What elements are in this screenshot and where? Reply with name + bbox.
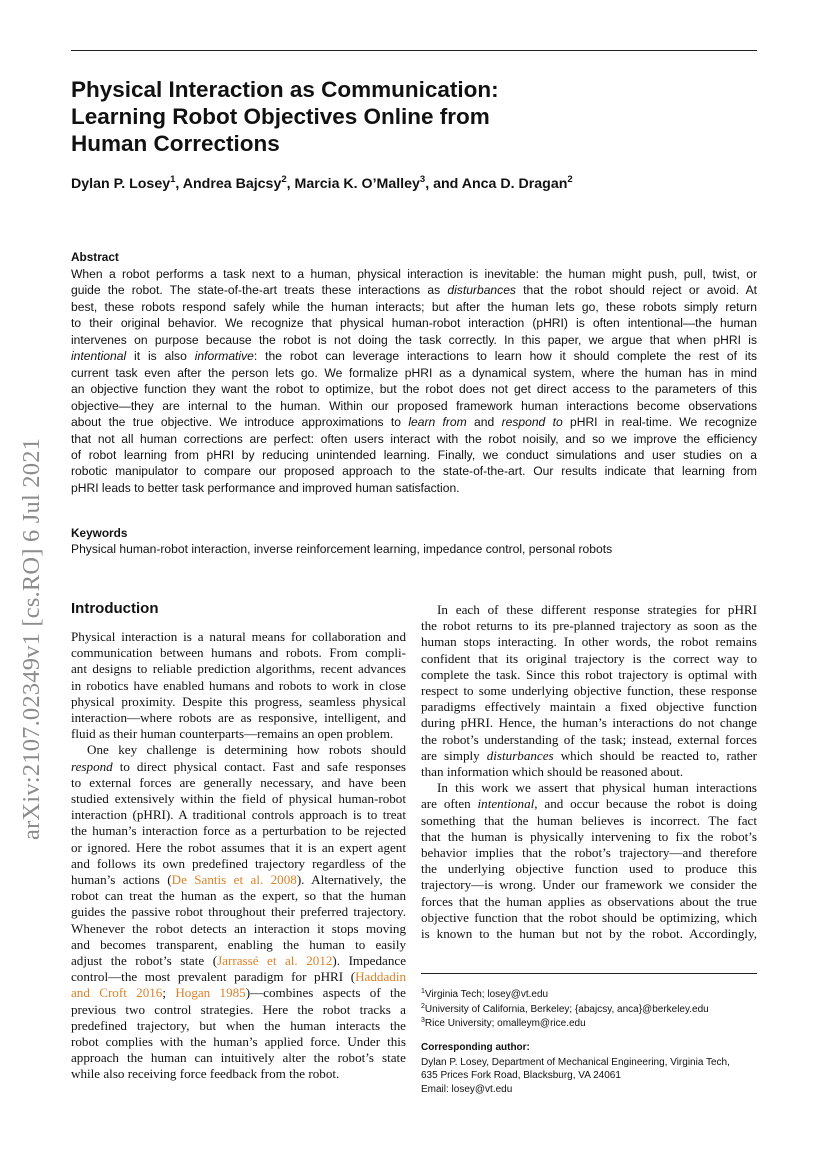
paper-title (71, 76, 671, 157)
body-line: robot complies with the human’s applied force. Under this (71, 1034, 406, 1050)
abstract-line: pHRI leads to better task performance and improved human satisfaction. (71, 480, 460, 495)
citation-link[interactable]: and Croft 2016 (71, 985, 163, 1001)
title-line: Human Corrections (71, 131, 280, 156)
title-line: Physical Interaction as Communication: (71, 77, 499, 102)
abstract-line: intentional it is also informative: the robot can leverage interactions to learn how it should complete the rest of its (71, 349, 757, 364)
keywords-text: Physical human-robot interaction, inverse reinforcement learning, impedance control, personal robots (71, 542, 613, 556)
body-line: to external forces are generally necessary, and have been (71, 774, 406, 790)
body-line: interaction—where robots are as responsive, intelligent, and (71, 710, 406, 726)
body-column-left (71, 629, 406, 1083)
footnote-rule (421, 973, 757, 974)
author-name: Dylan P. Losey (71, 176, 171, 192)
emphasis: learn from (408, 415, 467, 430)
body-line: interaction (pHRI). A traditional controls approach is to treat (71, 807, 406, 823)
footnote-1: $^1$Virginia Tech; losey@vt.edu (421, 988, 549, 1000)
body-line: human stops interacting. In other words, the robot remains (421, 634, 757, 650)
body-line: previous two control strategies. Here the robot tracks a (71, 1001, 406, 1017)
emphasis: intentional (71, 349, 127, 364)
body-line: trajectory—is wrong. Under our framework we consider the (421, 877, 757, 893)
body-line: is known to the human but not by the robot. Accordingly, (421, 926, 757, 942)
author-name: Anca D. Dragan (461, 176, 568, 192)
affiliation-marker: 1 (170, 174, 176, 185)
body-line: guides the passive robot throughout their preferred trajectory. (71, 904, 406, 920)
body-line: while also receiving force feedback from the robot. (71, 1066, 340, 1082)
body-line: forces that the human applies as observations about the true (421, 893, 757, 909)
citation-link[interactable]: Jarrassé et al. 2012 (217, 953, 333, 969)
section-heading-introduction: Introduction (71, 600, 159, 617)
body-line: behavior implies that the robot’s trajectory—and therefore (421, 845, 757, 861)
body-line: or ignored. Here the robot assumes that it is an expert agent (71, 839, 406, 855)
abstract-line: of robot learning from pHRI by reducing unintended learning. Finally, we conduct simulations and user studies on a (71, 447, 757, 462)
body-line: paradigms effectively maintain a fixed objective function (421, 699, 757, 715)
author-name: Marcia K. O’Malley (294, 176, 420, 192)
body-line: predefined trajectory, but when the human interacts the (71, 1017, 406, 1033)
body-line: human’s actions (De Santis et al. 2008). Alternatively, the (71, 872, 407, 888)
abstract-line: an objective function they want the robot to optimize, but the robot does not get direct access to the parameters of this (71, 382, 757, 397)
body-line: fluid as their human counterparts—remains an open problem. (71, 726, 394, 742)
emphasis: respond to (501, 415, 563, 430)
abstract-line: When a robot performs a task next to a human, physical interaction is inevitable: the human might push, pull, twist, or (71, 267, 757, 281)
citation-link[interactable]: Hogan 1985 (175, 985, 246, 1001)
body-line: are often intentional, and occur because the robot is doing (421, 796, 757, 812)
body-line: approach the human can intuitively alter the robot’s state (71, 1050, 406, 1066)
abstract-line: robotic manipulator to compare our proposed approach to the state-of-the-art. Our results indicate that learning from (71, 464, 757, 479)
author-list: Dylan P. Losey$^1$, Andrea Bajcsy$^2$, Marcia K. O’Malley$^3$, and Anca D. Dragan$^2$ (71, 174, 573, 192)
citation-link[interactable]: Haddadin (355, 969, 406, 985)
emphasis: intentional (477, 796, 535, 812)
body-line: robot can treat the human as the expert, so that the human (71, 888, 406, 904)
body-line: during pHRI. Hence, the human’s interactions do not change (421, 715, 757, 731)
abstract-line: objective—they are internal to the human. Within our proposed framework human interactions become observations (71, 398, 757, 413)
body-line: One key challenge is determining how robots should (87, 742, 406, 758)
footnote-2: $^2$University of California, Berkeley; {abajcsy, anca}@berkeley.edu (421, 1003, 709, 1015)
body-line: respond to direct physical contact. Fast and safe responses (71, 758, 406, 774)
footnote-3: $^3$Rice University; omalleym@rice.edu (421, 1017, 586, 1029)
abstract-line: about the true objective. We introduce approximations to learn from and respond to pHRI in real-time. We recognize (71, 415, 757, 430)
author-name: Andrea Bajcsy (182, 176, 282, 192)
body-line: the human’s interaction force as a perturbation to be rejected (71, 823, 406, 839)
address-line: Dylan P. Losey, Department of Mechanical Engineering, Virginia Tech, (421, 1057, 730, 1068)
body-line: and follows its own predefined trajectory regardless of the (71, 855, 406, 871)
citation-link[interactable]: De Santis et al. 2008 (171, 872, 297, 888)
body-line: and becomes transparent, enabling the human to easily (71, 936, 406, 952)
abstract-line: intervenes on purpose because the robot is not doing the task correctly. In this paper, we argue that when pHRI is (71, 332, 757, 347)
body-line: confident that its original trajectory is the correct way to (421, 650, 757, 666)
body-line: physical proximity. Despite this progress, seamless physical (71, 693, 406, 709)
abstract-text (71, 266, 757, 496)
body-line: communication between humans and robots. From compli- (71, 645, 406, 661)
body-line: In this work we assert that physical human interactions (437, 780, 757, 796)
body-line: and Croft 2016; Hogan 1985)—combines aspects of the (71, 985, 406, 1001)
emphasis: informative (194, 349, 254, 364)
emphasis: respond (71, 758, 113, 774)
address-line: 635 Prices Fork Road, Blacksburg, VA 24061 (421, 1070, 621, 1082)
body-line: control—the most prevalent paradigm for pHRI (Haddadin (71, 969, 406, 985)
header-rule (71, 50, 757, 51)
body-line: than information which should be reasoned about. (421, 764, 684, 780)
body-line: In each of these different response strategies for pHRI (437, 602, 757, 617)
affiliation-marker: 3 (419, 174, 426, 185)
body-line: respect to some underlying objective function, these response (421, 683, 757, 699)
body-line: something that the human believes is incorrect. The fact (421, 812, 757, 828)
body-line: studied extensively within the field of physical human-robot (71, 791, 406, 807)
body-line: the robot returns to its pre-planned trajectory as soon as the (421, 618, 757, 634)
abstract-line: best, these robots respond safely while the human interacts; but after the human lets go, these robots simply return (71, 299, 757, 314)
body-line: the robot’s understanding of the task; instead, external forces (421, 731, 757, 747)
abstract-line: current task even after the person lets go. We formalize pHRI as a dynamical system, where the human has in mind (71, 365, 757, 380)
body-line: are simply disturbances which should be reacted to, rather (421, 747, 757, 763)
body-line: that the human is physically intervening to fix the robot’s (421, 828, 757, 844)
emphasis: disturbances (447, 283, 516, 298)
body-line: in robotics have enabled humans and robots to work in close (71, 677, 406, 693)
body-line: objective function that the robot should be optimizing, which (421, 909, 757, 925)
abstract-line: that not all human corrections are perfect: often users interact with the robot noisily, and so we improve the efficiency (71, 431, 757, 446)
address-line: Email: losey@vt.edu (421, 1083, 513, 1095)
title-line: Learning Robot Objectives Online from (71, 104, 490, 129)
body-line: the underlying objective function used to produce this (421, 861, 757, 877)
affiliation-marker: 2 (567, 174, 573, 185)
arxiv-stamp: arXiv:2107.02349v1 [cs.RO] 6 Jul 2021 (18, 437, 45, 840)
abstract-heading: Abstract (71, 250, 119, 264)
body-column-right (421, 602, 757, 942)
body-line: Physical interaction is a natural means for collaboration and (71, 629, 406, 644)
abstract-line: to their original behavior. We recognize that physical human-robot interaction (pHRI) is often intentional—the human (71, 316, 757, 331)
corresponding-author-address (421, 1056, 730, 1096)
abstract-line: guide the robot. The state-of-the-art treats these interactions as disturbances that the robot should reject or avoid. At (71, 283, 757, 298)
affiliation-marker: 2 (281, 174, 287, 185)
emphasis: disturbances (486, 747, 554, 763)
keywords-heading: Keywords (71, 526, 128, 540)
body-line: complete the task. Since this robot trajectory is optimal with (421, 666, 757, 682)
body-line: adjust the robot’s state (Jarrassé et al. 2012). Impedance (71, 953, 407, 969)
body-line: ant designs to reliable prediction algorithms, recent advances (71, 661, 406, 677)
body-line: Whenever the robot detects an interaction it stops moving (71, 920, 406, 936)
corresponding-author-heading: Corresponding author: (421, 1042, 530, 1053)
